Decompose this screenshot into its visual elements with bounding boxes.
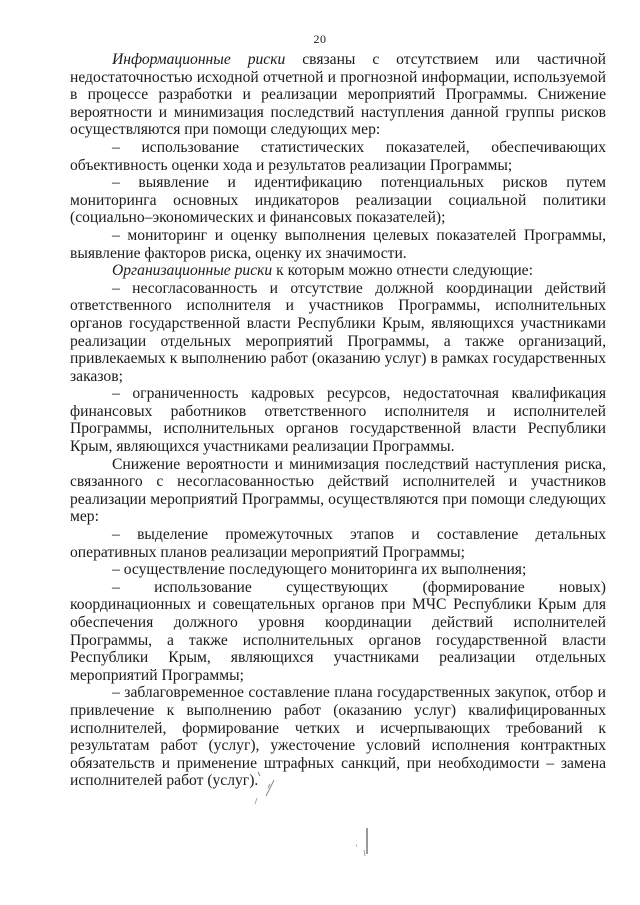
paragraph-measure-monitoring — [70, 227, 606, 262]
paragraph-text: – выделение промежуточных этапов и составление детальных оперативных планов реализации мероприятий Программы; — [70, 526, 606, 561]
paragraph-text: к которым можно отнести следующие: — [272, 262, 533, 280]
paragraph-measure-statistics — [70, 139, 606, 174]
paragraph-text: Снижение вероятности и минимизация последствий наступления риска, связанного с несогласованностью действий исполнителей и участников реализации мероприятий Программы, осуществляются при помощи следующих мер: — [70, 455, 606, 526]
paragraph-measure-stages — [70, 526, 606, 561]
paragraph-text: – осуществление последующего мониторинга их выполнения; — [112, 561, 527, 579]
paragraph-measure-procurement — [70, 684, 606, 790]
page-number: 20 — [313, 32, 327, 46]
paragraph-measure-coordination — [70, 579, 606, 685]
paragraph-measure-identification — [70, 174, 606, 227]
paragraph-text: – несогласованность и отсутствие должной координации действий ответственного исполнителя и участников Программы, исполнительных органов государственной власти Республики Крым, являющихся участниками реализации отдельных мероприятий Программы, а также организаций, привлекаемых к выполнению работ (оказанию услуг) в рамках государственных заказов; — [70, 279, 606, 385]
paragraph-organizational-risks — [70, 262, 606, 280]
paragraph-text: – мониторинг и оценку выполнения целевых показателей Программы, выявление факторов риска, оценку их значимости. — [70, 226, 606, 262]
term-organizational-risks: Организационные риски — [112, 262, 273, 280]
term-information-risks: Информационные риски — [112, 51, 286, 68]
paragraph-text: – ограниченность кадровых ресурсов, недостаточная квалификация финансовых работников ответственного исполнителя и исполнителей Программы, исполнительных органов государственной власти Республики Крым, являющихся участниками реализации Программы. — [70, 385, 606, 456]
body-text — [70, 51, 606, 790]
paragraph-measure-followup — [70, 561, 606, 579]
paragraph-text: – выявление и идентификацию потенциальных рисков путем мониторинга основных индикаторов реализации социальной политики (социально–экономических и финансовых показателей); — [70, 174, 606, 227]
paragraph-information-risks — [70, 51, 606, 139]
pen-stroke-mark — [252, 770, 282, 810]
paragraph-risk-inconsistency — [70, 280, 606, 386]
paragraph-text: – использование существующих (формирование новых) координационных и совещательных органов при МЧС Республики Крым для обеспечения должного уровня координации действий исполнителей Программы, а также исполнительных органов государственной власти Республики Крым, являющихся участниками реализации отдельных мероприятий Программы; — [70, 578, 606, 684]
paragraph-text: – заблаговременное составление плана государственных закупок, отбор и привлечение к выполнению работ (оказанию услуг) квалифицированных исполнителей, формирование четких и исчерпывающих требований к результатам работ (услуг), ужесточение условий исполнения контрактных обязательств и применение штрафных санкций, при необходимости – замена исполнителей работ (услуг). — [70, 684, 606, 790]
paragraph-risk-staff — [70, 385, 606, 455]
scan-artifact-mark — [352, 826, 376, 860]
paragraph-text: – использование статистических показателей, обеспечивающих объективность оценки хода и результатов реализации Программы; — [70, 138, 606, 174]
paragraph-text: связаны с отсутствием или частичной недостаточностью исходной отчетной и прогнозной информации, используемой в процессе разработки и реализации мероприятий Программы. Снижение вероятности и минимизация последствий наступления данной группы рисков осуществляются при помощи следующих мер: — [70, 51, 607, 139]
paragraph-mitigation-intro — [70, 456, 606, 526]
